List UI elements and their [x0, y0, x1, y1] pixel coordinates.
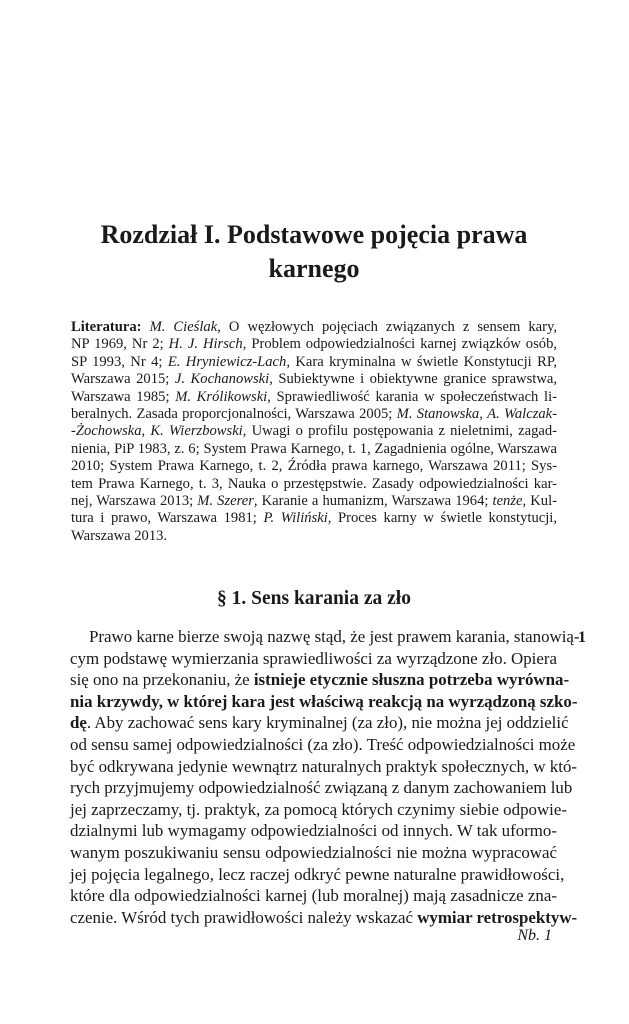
text-run: , Subiektywne i obiektywne granice sprawstwa,: [269, 371, 557, 388]
text-run: rych przyjmujemy odpowiedzialność związaną z danym zachowaniem lub: [70, 778, 573, 798]
text-run: , Uwagi o profilu postępowania z nieletnimi, zagad-: [242, 423, 558, 440]
body-line: [70, 777, 573, 799]
bold-text: dę: [70, 713, 87, 733]
text-run: Warszawa 2013.: [71, 527, 168, 544]
literature-line: [71, 406, 557, 423]
body-line: [70, 799, 567, 821]
text-run: , Kara kryminalna w świetle Konstytucji RP,: [286, 353, 557, 370]
section-heading: § 1. Sens karania za zło: [217, 588, 411, 609]
literature-paragraph: [71, 319, 557, 545]
literature-line: [71, 423, 557, 440]
text-run: . Aby zachować sens kary kryminalnej (za zło), nie można jej oddzielić: [86, 713, 569, 733]
margin-number: 1: [578, 629, 586, 646]
text-run: się ono na przekonaniu, że: [70, 670, 254, 690]
text-run: dzialnymi lub wymagamy odpowiedzialności od innych. W tak uformo-: [70, 821, 557, 841]
italic-text: -Żochowska: [71, 423, 142, 440]
text-run: , Kul-: [522, 493, 557, 510]
body-line: [70, 907, 578, 929]
body-line: [70, 756, 578, 778]
body-line: [70, 691, 578, 713]
text-run: beralnych. Zasada proporcjonalności, Warszawa 2005;: [71, 406, 397, 423]
text-run: 2010; System Prawa Karnego, t. 2, Źródła prawa karnego, Warszawa 2011; Sys-: [71, 458, 557, 475]
text-run: ,: [141, 423, 151, 440]
text-run: ,: [479, 406, 488, 423]
text-run: jej zaprzeczamy, tj. praktyk, za pomocą których czynimy siebie odpowie-: [70, 799, 567, 819]
chapter-title-line-2: karnego: [268, 254, 360, 283]
bold-text: istnieje etycznie słuszna potrzeba wyrówna-: [253, 670, 570, 690]
body-line: [70, 712, 569, 734]
italic-text: P. Wiliński: [263, 510, 328, 527]
literature-line: [71, 458, 557, 475]
literature-line: [71, 476, 557, 493]
chapter-title-line-1: Rozdział I. Podstawowe pojęcia prawa: [100, 220, 528, 249]
body-line: [70, 820, 557, 842]
text-run: Warszawa 1985;: [71, 388, 176, 405]
text-run: czenie. Wśród tych prawidłowości należy wskazać: [70, 907, 418, 927]
literature-line: [71, 319, 557, 336]
text-run: od sensu samej odpowiedzialności (za zło). Treść odpowiedzialności może: [70, 734, 576, 754]
body-line: [70, 885, 557, 907]
text-run: nej, Warszawa 2013;: [71, 493, 198, 510]
literature-line: [71, 441, 557, 458]
text-run: nienia, PiP 1983, z. 6; System Prawa Karnego, t. 1, Zagadnienia ogólne, Warszawa: [71, 440, 557, 457]
italic-text: K. Wierzbowski: [150, 423, 243, 440]
italic-text: A. Walczak-: [487, 406, 558, 423]
body-paragraph: [70, 626, 580, 928]
literature-line: [71, 510, 557, 527]
body-line: [70, 864, 565, 886]
body-line: [70, 648, 557, 670]
text-run: , Sprawiedliwość karania w społeczeństwach li-: [267, 388, 557, 405]
italic-text: J. Kochanowski: [174, 371, 270, 388]
literature-line: [71, 336, 557, 353]
body-line: [70, 626, 580, 648]
literature-line: [71, 389, 557, 406]
text-run: Prawo karne bierze swoją nazwę stąd, że jest prawem karania, stanowią-: [89, 627, 580, 646]
text-run: jej pojęcia legalnego, lecz raczej odkryć pewne naturalne prawidłowości,: [70, 864, 565, 884]
text-run: być odkrywana jedynie wewnątrz naturalnych praktyk społecznych, w któ-: [70, 756, 578, 776]
text-run: [142, 319, 150, 335]
text-run: SP 1993, Nr 4;: [71, 353, 168, 370]
italic-text: M. Cieślak: [149, 319, 218, 335]
bold-text: wymiar retrospektyw-: [417, 907, 578, 927]
text-run: , Problem odpowiedzialności karnej związków osób,: [242, 336, 558, 353]
body-line: [70, 842, 557, 864]
chapter-title: [70, 218, 558, 286]
italic-text: E. Hryniewicz-Lach: [167, 353, 287, 370]
text-run: Warszawa 2015;: [71, 371, 175, 388]
text-run: , Proces karny w świetle konstytucji,: [327, 510, 557, 527]
text-run: tura i prawo, Warszawa 1981;: [71, 510, 264, 527]
literature-line: [71, 493, 557, 510]
bold-text: Literatura:: [71, 319, 142, 335]
italic-text: H. J. Hirsch: [168, 336, 243, 353]
literature-line: [71, 354, 557, 371]
text-run: wanym poszukiwaniu sensu odpowiedzialności nie można wypracować: [70, 842, 557, 862]
italic-text: M. Szerer: [197, 493, 254, 510]
literature-line: [71, 371, 557, 388]
bold-text: nia krzywdy, w której kara jest właściwą reakcją na wyrządzoną szko-: [70, 691, 578, 711]
text-run: NP 1969, Nr 2;: [71, 336, 169, 353]
text-run: tem Prawa Karnego, t. 3, Nauka o przestępstwie. Zasady odpowiedzialności kar-: [71, 475, 557, 492]
text-run: , O węzłowych pojęciach związanych z sensem kary,: [217, 319, 557, 335]
body-line: [70, 734, 576, 756]
literature-line: [71, 528, 557, 545]
footer-marginal-number: Nb. 1: [517, 927, 552, 944]
body-line: [70, 669, 570, 691]
italic-text: tenże: [492, 493, 523, 510]
italic-text: M. Królikowski: [175, 388, 268, 405]
italic-text: M. Stanowska: [396, 406, 480, 423]
text-run: cym podstawę wymierzania sprawiedliwości za wyrządzone zło. Opiera: [70, 648, 557, 668]
text-run: które dla odpowiedzialności karnej (lub moralnej) mają zasadnicze zna-: [70, 886, 557, 906]
text-run: , Karanie a humanizm, Warszawa 1964;: [253, 493, 493, 510]
